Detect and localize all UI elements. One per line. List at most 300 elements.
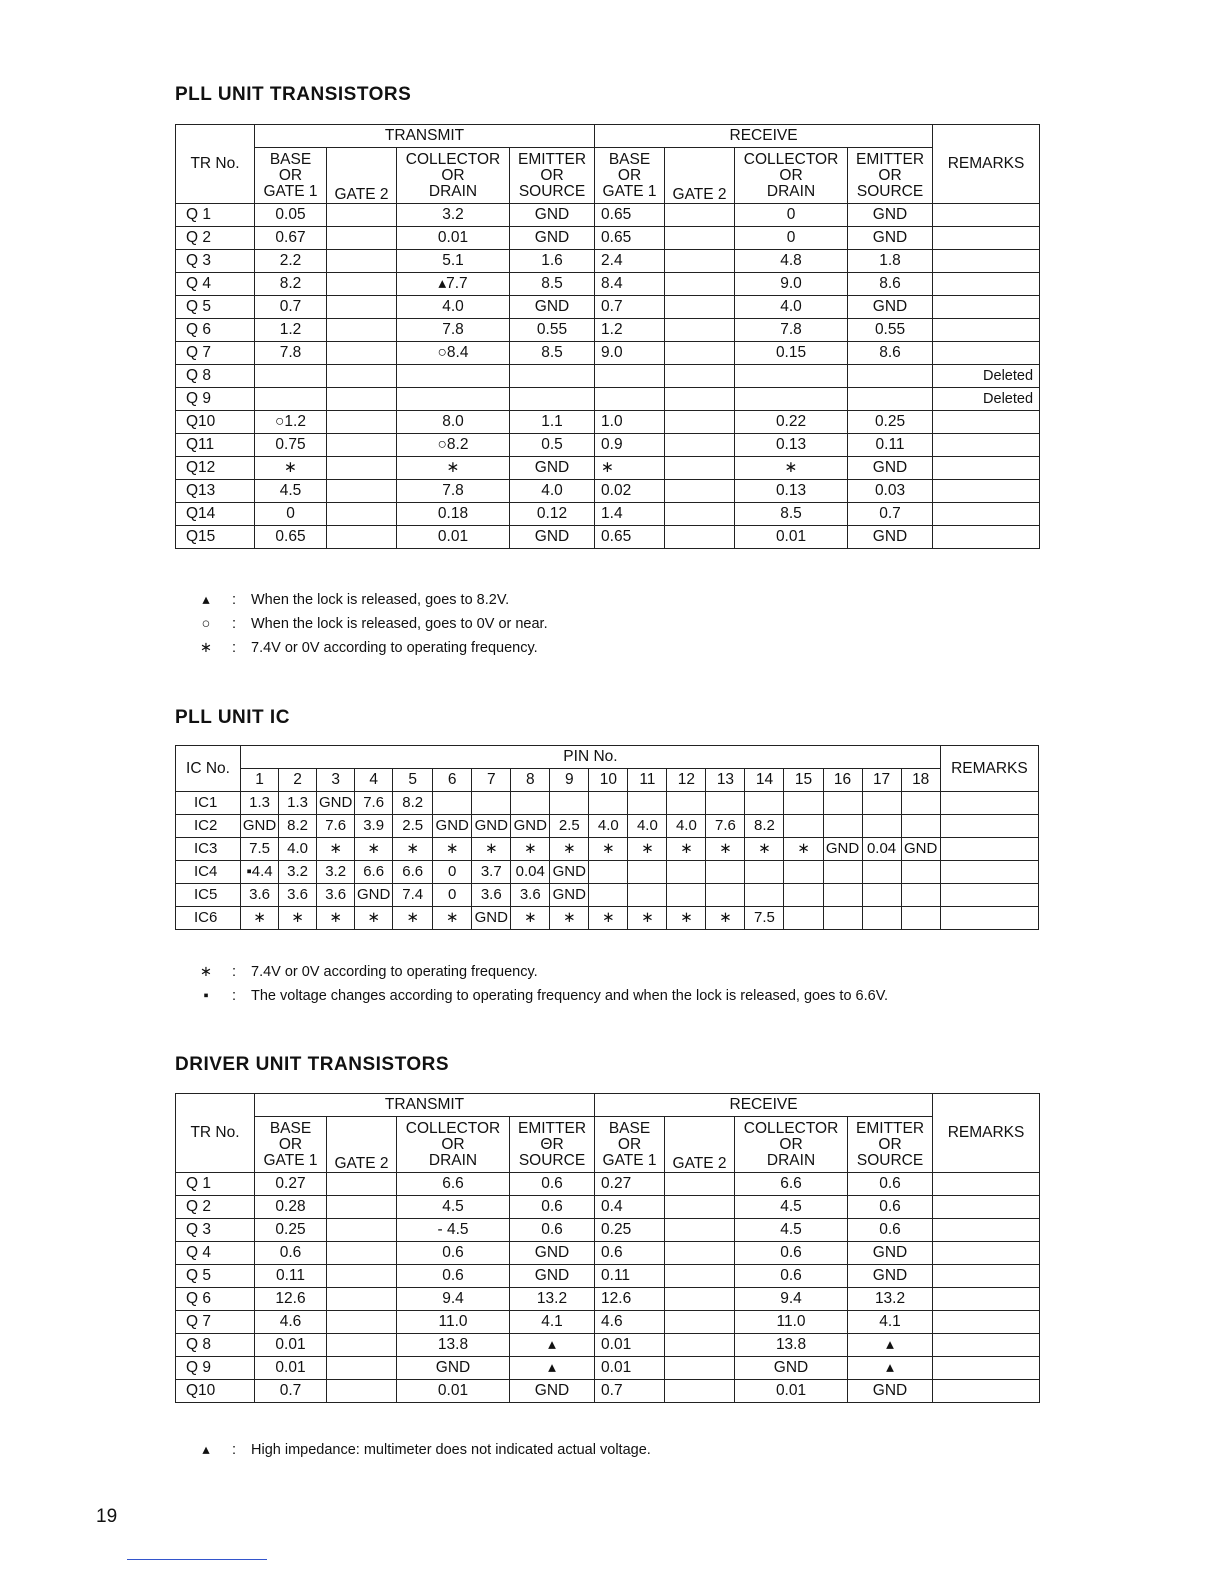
table-cell: GND	[241, 815, 279, 838]
table-cell	[327, 1196, 397, 1219]
ic-no-cell: IC5	[176, 884, 241, 907]
table-cell	[745, 792, 784, 815]
table-cell	[862, 861, 901, 884]
table-cell: ∗	[706, 907, 745, 930]
table-row	[176, 273, 1040, 296]
table-cell: 0.65	[255, 526, 327, 549]
table-cell: GND	[317, 792, 355, 815]
table-row	[176, 838, 1039, 861]
table-cell	[745, 884, 784, 907]
table-cell: 4.0	[589, 815, 628, 838]
table-cell	[940, 861, 1038, 884]
table-cell: GND	[510, 296, 595, 319]
table-cell	[665, 434, 735, 457]
table-cell: 0.67	[255, 227, 327, 250]
drv-transmit-header: TRANSMIT	[255, 1094, 595, 1117]
table-cell: Deleted	[933, 388, 1040, 411]
table-cell: 4.1	[848, 1311, 933, 1334]
table-cell	[327, 342, 397, 365]
pin-header: 10	[589, 769, 628, 792]
table-cell	[327, 434, 397, 457]
table-cell: 8.5	[735, 503, 848, 526]
table-cell: ∗	[706, 838, 745, 861]
table-cell: 0.01	[255, 1334, 327, 1357]
table-cell	[745, 861, 784, 884]
gate2-header: GATE 2	[327, 148, 397, 204]
table-cell	[665, 1173, 735, 1196]
table-cell: 0.6	[397, 1265, 510, 1288]
tr-no-cell: Q 3	[176, 1219, 255, 1242]
pin-header: 6	[433, 769, 472, 792]
ic-no-cell: IC6	[176, 907, 241, 930]
table-row	[176, 1173, 1040, 1196]
table-cell	[823, 884, 862, 907]
note-symbol: ▴	[202, 592, 210, 608]
table-cell: 7.4	[393, 884, 433, 907]
table-cell	[327, 1311, 397, 1334]
table-cell: ▴	[848, 1334, 933, 1357]
table-cell: 8.5	[510, 342, 595, 365]
table-cell: GND	[823, 838, 862, 861]
table-cell	[823, 907, 862, 930]
tr-no-cell: Q 8	[176, 365, 255, 388]
table-row	[176, 457, 1040, 480]
table-row	[176, 815, 1039, 838]
pin-no-header: PIN No.	[241, 746, 941, 769]
gate2-header-rx: GATE 2	[665, 148, 735, 204]
note-text: When the lock is released, goes to 8.2V.	[251, 592, 510, 608]
table-cell: 5.1	[397, 250, 510, 273]
table-cell	[784, 907, 823, 930]
table-cell: 7.8	[735, 319, 848, 342]
tr-no-cell: Q 2	[176, 1196, 255, 1219]
table-cell: GND	[355, 884, 393, 907]
table-cell: ∗	[511, 838, 550, 861]
table-cell	[933, 250, 1040, 273]
table-cell: ○1.2	[255, 411, 327, 434]
table-cell: 0.01	[735, 1380, 848, 1403]
table-cell: GND	[848, 457, 933, 480]
table-cell: ∗	[472, 838, 511, 861]
note-colon: :	[231, 592, 237, 608]
table-cell	[665, 204, 735, 227]
table-cell: ∗	[317, 838, 355, 861]
table-cell	[665, 503, 735, 526]
table-cell: 0.6	[848, 1173, 933, 1196]
table-cell	[327, 1242, 397, 1265]
table-cell	[933, 319, 1040, 342]
table-cell: 4.5	[397, 1196, 510, 1219]
table-cell: 7.6	[706, 815, 745, 838]
table-cell: 0.04	[862, 838, 901, 861]
table-cell: ▴	[848, 1357, 933, 1380]
table-cell	[848, 365, 933, 388]
pll-transistors-title: PLL UNIT TRANSISTORS	[175, 84, 412, 105]
table-cell	[255, 388, 327, 411]
note-colon: :	[231, 964, 237, 980]
table-cell	[667, 861, 706, 884]
table-cell: ∗	[393, 838, 433, 861]
table-cell: 8.2	[279, 815, 317, 838]
table-row	[176, 227, 1040, 250]
table-row	[176, 411, 1040, 434]
table-cell	[327, 526, 397, 549]
table-cell: 0	[433, 861, 472, 884]
table-cell: GND	[510, 204, 595, 227]
tr-no-cell: Q 9	[176, 388, 255, 411]
table-cell: 0.18	[397, 503, 510, 526]
table-cell: 7.6	[355, 792, 393, 815]
table-cell	[901, 815, 940, 838]
drv-remarks-header: REMARKS	[933, 1094, 1040, 1173]
table-cell: 8.2	[745, 815, 784, 838]
driver-transistors-title: DRIVER UNIT TRANSISTORS	[175, 1054, 450, 1075]
table-cell	[933, 1219, 1040, 1242]
table-row	[176, 388, 1040, 411]
table-cell: GND	[848, 1242, 933, 1265]
pin-header: 2	[279, 769, 317, 792]
pin-header: 7	[472, 769, 511, 792]
table-row	[176, 250, 1040, 273]
table-cell	[933, 503, 1040, 526]
ic-remarks-header: REMARKS	[940, 746, 1038, 792]
table-cell	[706, 861, 745, 884]
base-header-rx: BASE OR GATE 1	[595, 148, 665, 204]
tr-no-cell: Q 3	[176, 250, 255, 273]
table-cell: 9.4	[735, 1288, 848, 1311]
table-cell	[595, 365, 665, 388]
table-cell: 0.65	[595, 526, 665, 549]
drv-base-header-rx: BASE OR GATE 1	[595, 1117, 665, 1173]
table-cell: ▴7.7	[397, 273, 510, 296]
table-cell: ∗	[550, 838, 589, 861]
table-cell: 2.2	[255, 250, 327, 273]
table-cell: ∗	[745, 838, 784, 861]
table-cell: 1.0	[595, 411, 665, 434]
table-row	[176, 1196, 1040, 1219]
table-cell: 4.0	[397, 296, 510, 319]
table-cell: GND	[848, 296, 933, 319]
table-row	[176, 296, 1040, 319]
table-cell: 1.2	[595, 319, 665, 342]
table-cell: 0.6	[848, 1196, 933, 1219]
table-cell: 0.6	[255, 1242, 327, 1265]
table-cell	[665, 411, 735, 434]
table-cell: 4.0	[667, 815, 706, 838]
note-colon: :	[231, 1442, 237, 1458]
tr-no-cell: Q 5	[176, 1265, 255, 1288]
table-cell	[255, 365, 327, 388]
table-cell	[327, 319, 397, 342]
note-item	[195, 636, 548, 660]
tr-no-cell: Q 8	[176, 1334, 255, 1357]
table-cell: GND	[550, 884, 589, 907]
pin-header: 5	[393, 769, 433, 792]
table-cell	[327, 411, 397, 434]
table-cell	[940, 815, 1038, 838]
table-cell: 4.0	[628, 815, 667, 838]
table-cell: 6.6	[355, 861, 393, 884]
table-cell: ∗	[667, 907, 706, 930]
pll-ic-title: PLL UNIT IC	[175, 707, 290, 728]
table-cell: 0.13	[735, 434, 848, 457]
table-row	[176, 884, 1039, 907]
table-cell: 1.6	[510, 250, 595, 273]
table-cell	[933, 1380, 1040, 1403]
driver-transistors-table	[175, 1093, 1040, 1403]
note-item	[195, 1438, 651, 1462]
table-cell: 12.6	[595, 1288, 665, 1311]
drv-gate2-header-rx: GATE 2	[665, 1117, 735, 1173]
pin-header: 11	[628, 769, 667, 792]
table-cell: 4.0	[735, 296, 848, 319]
tr-no-cell: Q13	[176, 480, 255, 503]
table-cell: 0.6	[510, 1173, 595, 1196]
table-cell: 4.0	[510, 480, 595, 503]
table-cell: 9.0	[735, 273, 848, 296]
table-cell	[327, 1357, 397, 1380]
table-cell	[665, 342, 735, 365]
pin-header: 12	[667, 769, 706, 792]
table-row	[176, 204, 1040, 227]
table-cell: 0.7	[848, 503, 933, 526]
pin-header: 18	[901, 769, 940, 792]
table-cell: 9.4	[397, 1288, 510, 1311]
table-cell	[862, 907, 901, 930]
table-cell	[667, 792, 706, 815]
table-cell: GND	[510, 227, 595, 250]
ic-no-cell: IC2	[176, 815, 241, 838]
table-cell: 4.0	[279, 838, 317, 861]
table-cell: ∗	[355, 838, 393, 861]
table-row	[176, 480, 1040, 503]
table-cell: 7.8	[397, 480, 510, 503]
table-cell: ∗	[667, 838, 706, 861]
table-cell: 8.4	[595, 273, 665, 296]
table-cell	[901, 907, 940, 930]
table-cell: 13.8	[397, 1334, 510, 1357]
table-cell	[823, 792, 862, 815]
table-cell	[433, 792, 472, 815]
table-cell	[665, 1265, 735, 1288]
footer-rule	[127, 1559, 267, 1560]
table-cell	[933, 1196, 1040, 1219]
tr-no-cell: Q 7	[176, 342, 255, 365]
table-cell: 0.6	[595, 1242, 665, 1265]
table-cell	[823, 861, 862, 884]
table-cell	[665, 480, 735, 503]
table-cell: GND	[848, 1380, 933, 1403]
table-cell: 0	[255, 503, 327, 526]
note-item	[195, 612, 548, 636]
table-cell: ∗	[393, 907, 433, 930]
pin-header: 8	[511, 769, 550, 792]
table-cell	[665, 319, 735, 342]
note-item	[195, 588, 548, 612]
table-cell: 13.8	[735, 1334, 848, 1357]
table-cell: GND	[510, 1380, 595, 1403]
table-cell	[665, 1196, 735, 1219]
table-cell: 0.01	[595, 1357, 665, 1380]
table-cell	[665, 365, 735, 388]
table-cell: 0.01	[255, 1357, 327, 1380]
table-cell: 0.55	[510, 319, 595, 342]
table-cell: 7.5	[745, 907, 784, 930]
table-cell	[511, 792, 550, 815]
table-cell: 8.2	[393, 792, 433, 815]
table-cell: 0	[433, 884, 472, 907]
note-colon: :	[231, 640, 237, 656]
table-cell: 0.28	[255, 1196, 327, 1219]
table-cell: 12.6	[255, 1288, 327, 1311]
table-cell: 9.0	[595, 342, 665, 365]
tr-no-cell: Q 6	[176, 319, 255, 342]
table-cell: 3.7	[472, 861, 511, 884]
table-cell: 0.02	[595, 480, 665, 503]
table-cell	[628, 861, 667, 884]
table-cell: 4.6	[595, 1311, 665, 1334]
pll-transistors-table	[175, 124, 1040, 549]
table-cell	[901, 884, 940, 907]
table-row	[176, 1265, 1040, 1288]
drv-collector-header: COLLECTOR OR DRAIN	[397, 1117, 510, 1173]
table-cell: ∗	[317, 907, 355, 930]
table-cell: 0.4	[595, 1196, 665, 1219]
tr-no-cell: Q 6	[176, 1288, 255, 1311]
table-cell: 0.25	[595, 1219, 665, 1242]
note-item	[195, 984, 888, 1008]
tr-no-cell: Q12	[176, 457, 255, 480]
table-cell: GND	[735, 1357, 848, 1380]
table-cell: 0.01	[397, 526, 510, 549]
table-cell	[933, 1311, 1040, 1334]
note-colon: :	[231, 616, 237, 632]
table-cell	[628, 792, 667, 815]
table-cell	[665, 296, 735, 319]
table-row	[176, 365, 1040, 388]
table-cell	[327, 457, 397, 480]
table-row	[176, 434, 1040, 457]
pin-header: 14	[745, 769, 784, 792]
remarks-header: REMARKS	[933, 125, 1040, 204]
table-cell	[940, 884, 1038, 907]
table-cell: ○8.2	[397, 434, 510, 457]
table-cell: ∗	[628, 907, 667, 930]
table-cell: GND	[472, 815, 511, 838]
table-cell: 1.3	[279, 792, 317, 815]
table-cell	[327, 480, 397, 503]
table-cell: 11.0	[735, 1311, 848, 1334]
table-cell	[933, 296, 1040, 319]
table-cell	[665, 250, 735, 273]
table-cell: GND	[550, 861, 589, 884]
table-cell	[933, 227, 1040, 250]
table-cell: ∗	[550, 907, 589, 930]
table-cell	[665, 1357, 735, 1380]
tr-no-cell: Q 2	[176, 227, 255, 250]
table-cell	[706, 884, 745, 907]
table-cell: 6.6	[393, 861, 433, 884]
note-text: The voltage changes according to operating frequency and when the lock is released, goes to 6.6V.	[251, 988, 889, 1004]
table-cell	[397, 388, 510, 411]
ic-no-header: IC No.	[176, 746, 241, 792]
pll-ic-table	[175, 745, 1039, 930]
table-cell: GND	[848, 227, 933, 250]
table-cell: 6.6	[397, 1173, 510, 1196]
table-cell	[940, 838, 1038, 861]
table-cell	[862, 884, 901, 907]
table-cell: 0.01	[397, 1380, 510, 1403]
table-cell: ∗	[241, 907, 279, 930]
table-cell	[665, 457, 735, 480]
table-cell	[933, 1173, 1040, 1196]
table-cell: 3.6	[317, 884, 355, 907]
table-cell: 2.5	[550, 815, 589, 838]
tr-no-cell: Q 4	[176, 273, 255, 296]
table-cell: 7.8	[397, 319, 510, 342]
table-cell	[665, 273, 735, 296]
table-cell: GND	[510, 1265, 595, 1288]
table-cell	[327, 1173, 397, 1196]
table-cell	[901, 792, 940, 815]
table-cell: 0.11	[848, 434, 933, 457]
table-cell	[862, 792, 901, 815]
table-cell: 3.2	[317, 861, 355, 884]
table-cell	[933, 480, 1040, 503]
table-cell	[933, 342, 1040, 365]
drv-tr-no-header: TR No.	[176, 1094, 255, 1173]
table-cell	[665, 1334, 735, 1357]
table-cell: ∗	[589, 838, 628, 861]
tr-no-cell: Q10	[176, 1380, 255, 1403]
table-row	[176, 526, 1040, 549]
tr-no-cell: Q15	[176, 526, 255, 549]
note-symbol: ▪	[203, 988, 209, 1004]
table-cell: 0.6	[510, 1219, 595, 1242]
pin-header: 3	[317, 769, 355, 792]
table-cell	[665, 1288, 735, 1311]
table-cell: 0	[735, 227, 848, 250]
table-cell: ▴	[510, 1357, 595, 1380]
table-cell: GND	[510, 1242, 595, 1265]
table-cell: ▴	[510, 1334, 595, 1357]
table-cell	[862, 815, 901, 838]
table-cell: 0.01	[595, 1334, 665, 1357]
table-cell	[901, 861, 940, 884]
collector-header-rx: COLLECTOR OR DRAIN	[735, 148, 848, 204]
table-cell: 0.7	[255, 296, 327, 319]
note-symbol: ∗	[199, 640, 213, 656]
table-cell: 0.27	[255, 1173, 327, 1196]
table-cell: 0.01	[735, 526, 848, 549]
table-cell: 4.5	[255, 480, 327, 503]
table-cell: ∗	[735, 457, 848, 480]
table-cell: 0.65	[595, 204, 665, 227]
drv-emitter-header: EMITTER ΘR SOURCE	[510, 1117, 595, 1173]
table-cell: 0.25	[848, 411, 933, 434]
pin-header: 16	[823, 769, 862, 792]
table-cell	[589, 792, 628, 815]
table-cell: GND	[397, 1357, 510, 1380]
note-text: When the lock is released, goes to 0V or near.	[251, 616, 548, 632]
drv-emitter-header-rx: EMITTER OR SOURCE	[848, 1117, 933, 1173]
drv-gate2-header: GATE 2	[327, 1117, 397, 1173]
table-cell: GND	[848, 526, 933, 549]
table-cell	[327, 388, 397, 411]
table-cell: GND	[848, 1265, 933, 1288]
table-cell: 0.11	[595, 1265, 665, 1288]
table-cell	[848, 388, 933, 411]
